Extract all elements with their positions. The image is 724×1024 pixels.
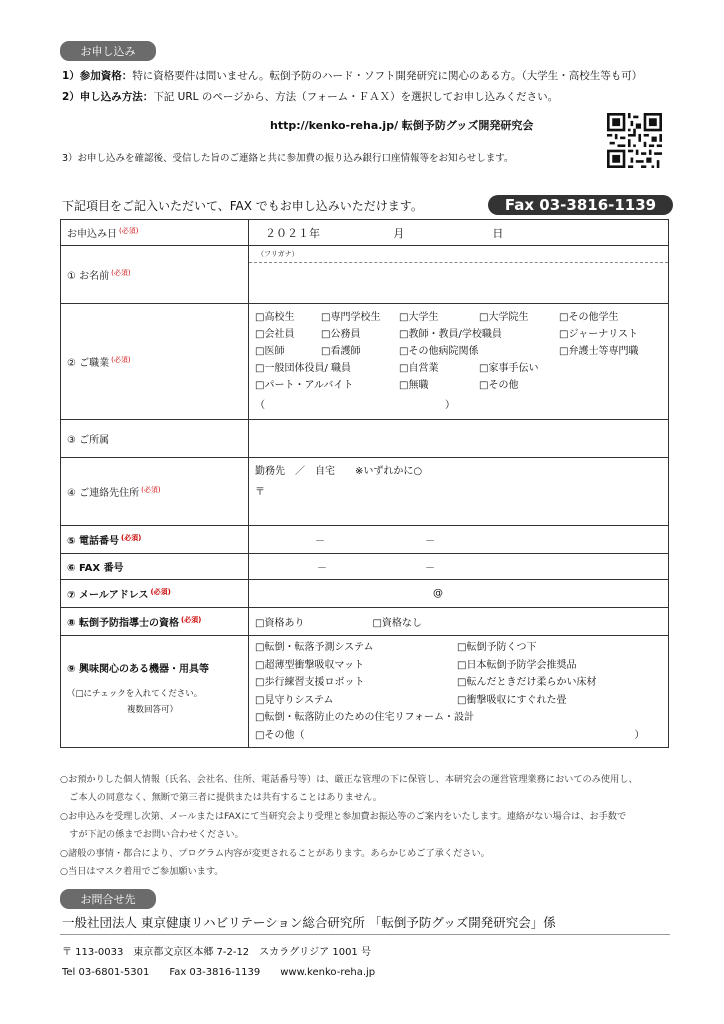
job-option[interactable]: □教師・教員/学校職員 bbox=[399, 329, 502, 340]
fax-intro: 下記項目をご記入いただいて、FAX でもお申し込みいただけます。 bbox=[62, 199, 423, 213]
receipt-note-1: ○お申込みを受理し次第、メールまたはFAXにて当研究会より受理と参加費お振込等のご案内をいたします。連絡がない場合は、お手数で bbox=[60, 811, 627, 822]
fax-dash-2: － bbox=[425, 563, 435, 574]
qualification-label-cell bbox=[61, 608, 249, 636]
interest-option[interactable]: □日本転倒予防学会推奨品 bbox=[457, 659, 577, 671]
furigana-label: （フリガナ） bbox=[257, 250, 299, 258]
required-mark: (必須) bbox=[111, 355, 131, 364]
qualification-label: ⑧ 転倒予防指導士の資格 bbox=[67, 618, 179, 629]
required-mark: (必須) bbox=[141, 485, 161, 494]
address-label-cell bbox=[61, 458, 249, 526]
job-option[interactable]: □一般団体役員/ 職員 bbox=[255, 363, 351, 374]
fax-field[interactable] bbox=[249, 554, 669, 580]
job-option[interactable]: □パート・アルバイト bbox=[255, 380, 354, 391]
date-year: ２０２１年 bbox=[265, 226, 320, 240]
job-option[interactable]: □弁護士等専門職 bbox=[559, 346, 639, 357]
date-day: 日 bbox=[492, 226, 504, 240]
postal-mark: 〒 bbox=[255, 487, 265, 498]
interests-options bbox=[249, 636, 669, 748]
apply-item1 bbox=[62, 68, 642, 83]
contact-header: お問合せ先 bbox=[60, 889, 156, 909]
job-option[interactable]: □無職 bbox=[399, 380, 429, 391]
job-option[interactable]: □会社員 bbox=[255, 329, 295, 340]
required-mark: (必須) bbox=[119, 226, 139, 235]
contact-org: 一般社団法人 東京健康リハビリテーション総合研究所 「転倒予防グッズ開発研究会」係 bbox=[62, 915, 556, 930]
date-label: お申込み日 bbox=[67, 229, 117, 240]
apply-item1-label: 1）参加資格： bbox=[62, 70, 133, 82]
interests-note-2: 複数回答可） bbox=[127, 705, 179, 715]
job-option[interactable]: □その他病院関係 bbox=[399, 346, 479, 357]
contact-phones[interactable]: Tel 03-6801-5301 Fax 03-3816-1139 www.kenko-reha.jp bbox=[62, 967, 376, 978]
name-label: ① お名前 bbox=[67, 271, 110, 282]
required-mark: (必須) bbox=[150, 587, 171, 596]
address-label: ④ ご連絡先住所 bbox=[67, 488, 140, 499]
tel-dash-1: － bbox=[315, 536, 325, 547]
name-label-cell bbox=[61, 246, 249, 304]
date-field[interactable] bbox=[249, 220, 669, 246]
address-field[interactable] bbox=[249, 458, 669, 526]
interest-option[interactable]: □衝撃吸収にすぐれた畳 bbox=[457, 694, 567, 706]
job-option[interactable]: □医師 bbox=[255, 346, 285, 357]
interest-option[interactable]: □転倒・転落予測システム bbox=[255, 642, 374, 653]
interest-option[interactable]: □転倒予防くつ下 bbox=[457, 642, 537, 653]
row-address bbox=[61, 458, 669, 526]
job-option[interactable]: □大学生 bbox=[399, 312, 439, 323]
qualification-field bbox=[249, 608, 669, 636]
job-option[interactable]: □公務員 bbox=[321, 329, 361, 340]
address-choice[interactable]: 勤務先 ／ 自宅 ※いずれかに○ bbox=[255, 466, 423, 477]
row-name bbox=[61, 246, 669, 304]
interests-label: ⑨ 興味関心のある機器・用具等 bbox=[67, 664, 209, 675]
required-mark: (必須) bbox=[180, 615, 202, 624]
job-other-paren[interactable]: （ ） bbox=[255, 400, 455, 411]
interest-option[interactable]: □歩行練習支援ロボット bbox=[255, 677, 365, 688]
job-option[interactable]: □その他学生 bbox=[559, 312, 619, 323]
row-fax bbox=[61, 554, 669, 580]
apply-item3: 3）お申し込みを確認後、受信した旨のご連絡と共に参加費の振り込み銀行口座情報等をお知らせします。 bbox=[62, 153, 514, 164]
row-affiliation bbox=[61, 420, 669, 458]
interest-option[interactable]: □超薄型衝撃吸収マット bbox=[255, 659, 365, 671]
affiliation-field[interactable] bbox=[249, 420, 669, 458]
email-label: ⑦ メールアドレス bbox=[67, 590, 149, 601]
change-note: ○諸般の事情・都合により、プログラム内容が変更されることがあります。あらかじめご了承ください。 bbox=[60, 848, 490, 859]
apply-url-line[interactable]: http://kenko-reha.jp/ 転倒予防グッズ開発研究会 bbox=[270, 119, 534, 132]
row-qualification bbox=[61, 608, 669, 636]
application-form bbox=[60, 219, 669, 748]
tel-label: ⑤ 電話番号 bbox=[67, 536, 119, 547]
interest-option[interactable]: □転んだときだけ柔らかい床材 bbox=[457, 677, 597, 688]
date-label-cell bbox=[61, 220, 249, 246]
fax-label: ⑥ FAX 番号 bbox=[67, 563, 124, 574]
privacy-note-2: ご本人の同意なく、無断で第三者に提供または共有することはありません。 bbox=[60, 792, 382, 803]
apply-item2 bbox=[62, 89, 558, 104]
job-option[interactable]: □高校生 bbox=[255, 312, 295, 323]
interest-option[interactable]: □見守りシステム bbox=[255, 694, 334, 706]
interests-note-1: （□にチェックを入れてください。 bbox=[67, 689, 203, 699]
job-label: ② ご職業 bbox=[67, 358, 110, 369]
job-option[interactable]: □自営業 bbox=[399, 363, 439, 374]
interest-option[interactable]: □転倒・転落防止のための住宅リフォーム・設計 bbox=[255, 712, 474, 723]
apply-item2-label: 2）申し込み方法： bbox=[62, 91, 154, 103]
affiliation-label: ③ ご所属 bbox=[67, 435, 110, 446]
tel-dash-2: － bbox=[425, 536, 435, 547]
qualification-no[interactable]: □資格なし bbox=[372, 618, 422, 629]
mask-note: ○当日はマスク着用でご参加願います。 bbox=[60, 866, 224, 877]
qualification-yes[interactable]: □資格あり bbox=[255, 618, 305, 629]
fax-dash-1: － bbox=[317, 563, 327, 574]
job-options bbox=[249, 304, 669, 420]
affiliation-label-cell bbox=[61, 420, 249, 458]
row-date bbox=[61, 220, 669, 246]
interests-label-cell bbox=[61, 636, 249, 748]
job-option[interactable]: □その他 bbox=[479, 380, 519, 391]
contact-address: 〒 113-0033 東京都文京区本郷 7-2-12 スカラグリジア 1001 号 bbox=[62, 947, 371, 958]
tel-label-cell bbox=[61, 526, 249, 554]
job-option[interactable]: □家事手伝い bbox=[479, 363, 539, 374]
apply-item1-text: 特に資格要件は問いません。転倒予防のハード・ソフト開発研究に関心のある方。（大学生・高校生等も可） bbox=[132, 70, 643, 82]
email-label-cell bbox=[61, 580, 249, 608]
contact-divider bbox=[60, 934, 670, 935]
row-interests bbox=[61, 636, 669, 748]
interest-option-other[interactable]: □その他（ ） bbox=[255, 729, 645, 741]
name-input-area[interactable] bbox=[249, 263, 668, 303]
job-option[interactable]: □ジャーナリスト bbox=[559, 329, 639, 340]
apply-item2-text: 下記 URL のページから、方法（フォーム・ＦＡＸ）を選択してお申し込みください。 bbox=[153, 91, 559, 103]
fax-label-cell bbox=[61, 554, 249, 580]
job-label-cell bbox=[61, 304, 249, 420]
privacy-note-1: ○お預かりした個人情報（氏名、会社名、住所、電話番号等）は、厳正な管理の下に保管し、本研究会の運営管理業務においてのみ使用し、 bbox=[60, 774, 638, 785]
name-field[interactable] bbox=[249, 246, 669, 304]
row-job bbox=[61, 304, 669, 420]
job-option[interactable]: □大学院生 bbox=[479, 312, 529, 323]
qr-code-icon bbox=[607, 113, 662, 168]
job-option[interactable]: □看護師 bbox=[321, 346, 361, 357]
required-mark: (必須) bbox=[120, 533, 142, 542]
fax-number-badge: Fax 03-3816-1139 bbox=[488, 195, 673, 215]
receipt-note-2: すが下記の係までお問い合わせください。 bbox=[60, 829, 244, 840]
row-tel bbox=[61, 526, 669, 554]
date-month: 月 bbox=[393, 226, 405, 240]
job-option[interactable]: □専門学校生 bbox=[321, 312, 381, 323]
tel-field[interactable] bbox=[249, 526, 669, 554]
email-at: @ bbox=[433, 588, 443, 599]
row-email bbox=[61, 580, 669, 608]
apply-header: お申し込み bbox=[60, 41, 156, 61]
email-field[interactable] bbox=[249, 580, 669, 608]
required-mark: (必須) bbox=[111, 268, 131, 277]
